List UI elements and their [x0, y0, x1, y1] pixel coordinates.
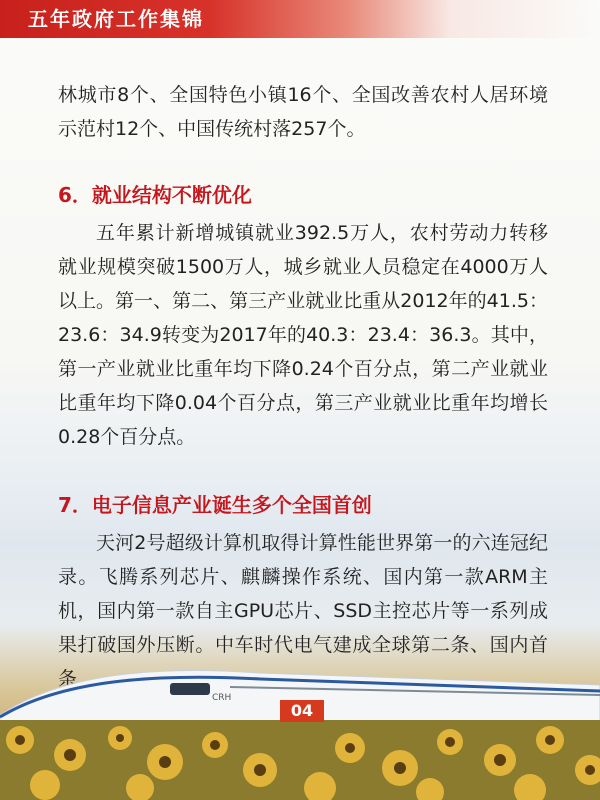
page-number-badge: 04: [280, 700, 324, 722]
intro-paragraph: 林城市8个、全国特色小镇16个、全国改善农村人居环境示范村12个、中国传统村落257个。: [58, 84, 548, 140]
document-body: [58, 78, 548, 696]
section-6-heading: 6．就业结构不断优化: [58, 183, 252, 207]
section-6-body: 五年累计新增城镇就业392.5万人，农村劳动力转移就业规模突破1500万人，城乡就业人员稳定在4000万人以上。第一、第二、第三产业就业比重从2012年的41.5：23.6：34.9转变为2017年的40.3：23.4：36.3。其中，第一产业就业比重年均下降0.24个百分点，第二产业就业比重年均下降0.04个百分点，第三产业就业比重年均增长0.28个百分点。: [58, 222, 548, 448]
train-label: CRH: [212, 693, 232, 703]
header-bar: [0, 0, 600, 38]
section-7-body: 天河2号超级计算机取得计算性能世界第一的六连冠纪录。飞腾系列芯片、麒麟操作系统、国内第一款ARM主机，国内第一款自主GPU芯片、SSD主控芯片等一系列成果打破国外压断。中车时代电气建成全球第二条、国内首条: [58, 532, 548, 690]
section-7-heading: 7．电子信息产业诞生多个全国首创: [58, 493, 372, 517]
header-title: 五年政府工作集锦: [28, 7, 204, 31]
